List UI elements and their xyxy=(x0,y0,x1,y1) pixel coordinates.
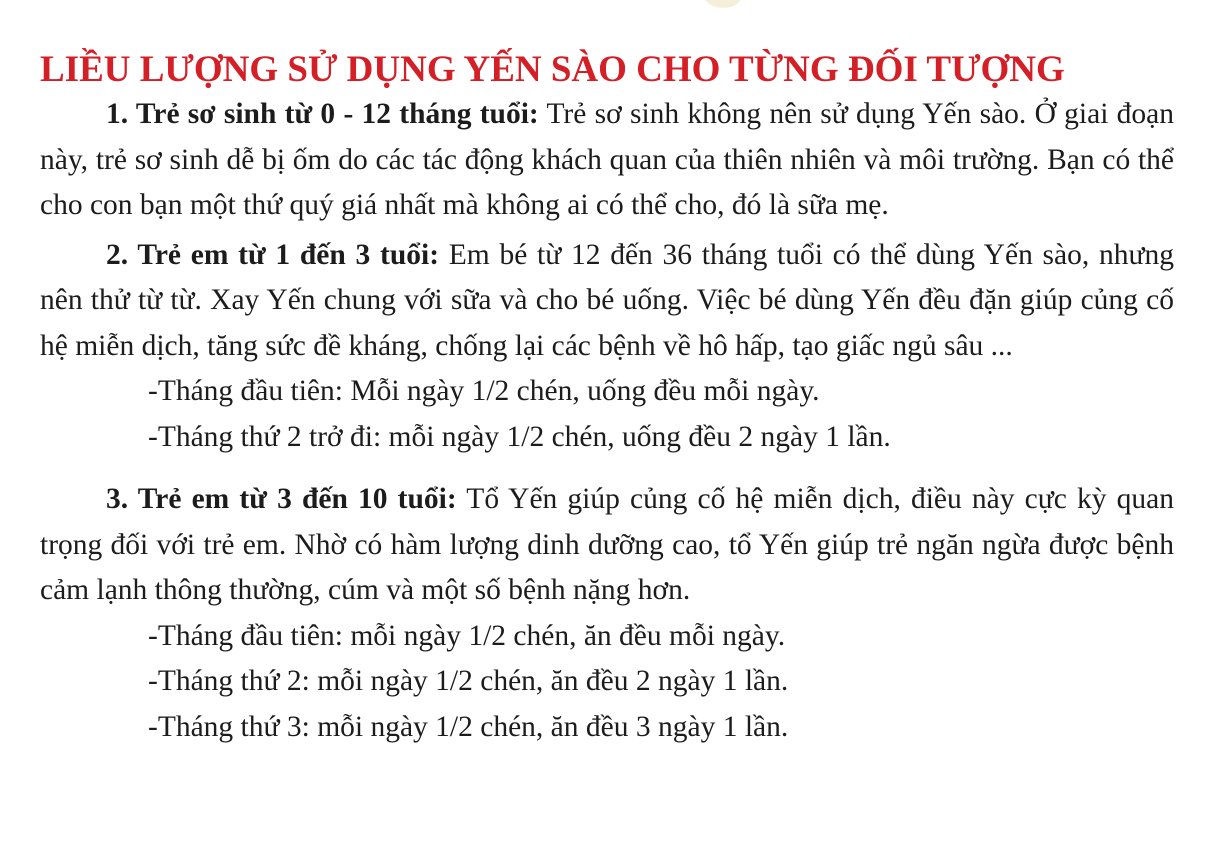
dosage-item: -Tháng thứ 2: mỗi ngày 1/2 chén, ăn đều 2 ngày 1 lần. xyxy=(148,665,789,697)
section-toddler xyxy=(40,233,1174,370)
section-infant xyxy=(40,92,1174,229)
document-page xyxy=(40,48,1174,750)
section-heading: 1. Trẻ sơ sinh từ 0 - 12 tháng tuổi: xyxy=(106,98,539,130)
section-heading: 2. Trẻ em từ 1 đến 3 tuổi: xyxy=(106,238,440,271)
dosage-item: -Tháng đầu tiên: mỗi ngày 1/2 chén, ăn đều mỗi ngày. xyxy=(148,619,786,652)
decorative-shape xyxy=(705,0,741,8)
section-text: Tổ Yến giúp củng cố hệ miễn dịch, điều này cực kỳ quan trọng đối với trẻ em. Nhờ có hàm lượng dinh dưỡng cao, tổ Yến giúp trẻ ngăn ngừa được bệnh cảm lạnh thông thường, cúm và một số bệnh nặng hơn. xyxy=(40,483,1174,606)
section-text: Trẻ sơ sinh không nên sử dụng Yến sào. Ở giai đoạn này, trẻ sơ sinh dễ bị ốm do các tác động khách quan của thiên nhiên và môi trường. Bạn có thể cho con bạn một thứ quý giá nhất mà không ai có thể cho, đó là sữa mẹ. xyxy=(40,98,1174,221)
section-child xyxy=(40,477,1174,614)
page-title: LIỀU LƯỢNG SỬ DỤNG YẾN SÀO CHO TỪNG ĐỐI TƯỢNG xyxy=(40,49,1065,90)
dosage-item: -Tháng đầu tiên: Mỗi ngày 1/2 chén, uống đều mỗi ngày. xyxy=(148,375,820,407)
dosage-item: -Tháng thứ 3: mỗi ngày 1/2 chén, ăn đều 3 ngày 1 lần. xyxy=(148,710,789,743)
section-text: Em bé từ 12 đến 36 tháng tuổi có thể dùng Yến sào, nhưng nên thử từ từ. Xay Yến chung với sữa và cho bé uống. Việc bé dùng Yến đều đặn giúp củng cố hệ miễn dịch, tăng sức đề kháng, chống lại các bệnh về hô hấp, tạo giấc ngủ sâu ... xyxy=(40,238,1174,362)
section-heading: 3. Trẻ em từ 3 đến 10 tuổi: xyxy=(106,483,457,515)
dosage-item: -Tháng thứ 2 trở đi: mỗi ngày 1/2 chén, uống đều 2 ngày 1 lần. xyxy=(148,420,891,453)
